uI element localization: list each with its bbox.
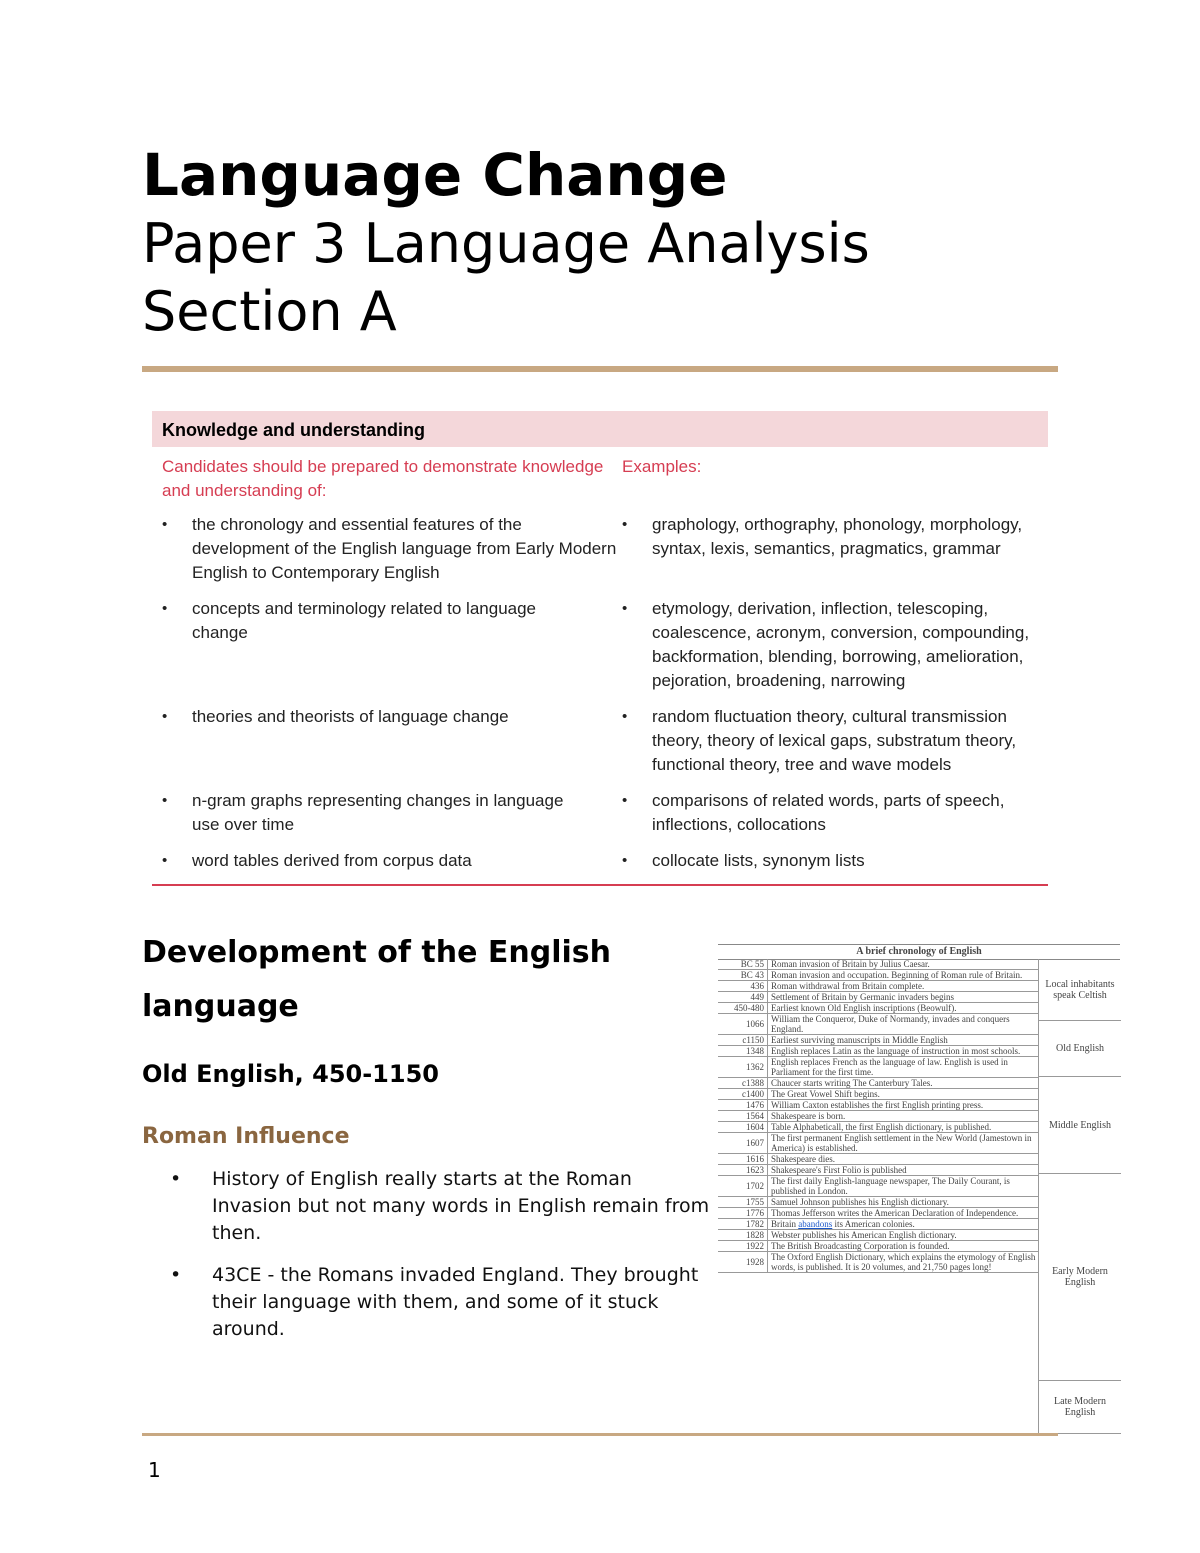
spec-item: n-gram graphs representing changes in language use over time [192,791,564,834]
chronology-date: 1616 [718,1154,768,1164]
chronology-rows [718,959,1038,1273]
chronology-date: 1623 [718,1165,768,1175]
chronology-row [718,1078,1038,1089]
spec-bottom-rule [152,884,1048,886]
chronology-date: 1476 [718,1100,768,1110]
chronology-event: Thomas Jefferson writes the American Declaration of Independence. [771,1208,1019,1218]
section-heading-roman-influence: Roman Influence [142,1124,350,1149]
chronology-date: 449 [718,992,768,1002]
list-item [170,1166,710,1247]
chronology-event: Britain abandons its American colonies. [771,1219,915,1229]
footer-divider [142,1433,1058,1436]
chronology-row [718,1035,1038,1046]
chronology-event: William the Conqueror, Duke of Normandy, invades and conquers England. [771,1014,1010,1034]
bullet-icon: • [162,708,168,725]
chronology-title: A brief chronology of English [718,944,1120,960]
page-subtitle-line2: Section A [142,280,397,343]
chronology-event: Roman invasion and occupation. Beginning of Roman rule of Britain. [771,970,1023,980]
bullet-icon: • [622,516,628,533]
chronology-row [718,1100,1038,1111]
chronology-date: 450-480 [718,1003,768,1013]
chronology-row [718,1003,1038,1014]
chronology-date: 1782 [718,1219,768,1229]
chronology-row [718,1219,1038,1230]
page-number: 1 [148,1458,161,1482]
list-item [170,1262,710,1343]
chronology-date: c1150 [718,1035,768,1045]
chronology-row [718,1241,1038,1252]
chronology-row [718,959,1038,970]
chronology-link[interactable]: abandons [798,1219,833,1229]
chronology-row [718,1046,1038,1057]
chronology-event: Shakespeare is born. [771,1111,846,1121]
bullet-icon: • [162,516,168,533]
chronology-date: 1922 [718,1241,768,1251]
spec-row [152,705,1048,777]
spec-row [152,597,1048,693]
chronology-event: English replaces Latin as the language of instruction in most schools. [771,1046,1021,1056]
spec-example: etymology, derivation, inflection, telescoping, coalescence, acronym, conversion, compounding, backformation, blending, borrowing, amelioration, pejoration, broadening, narrowing [652,599,1030,690]
bullet-icon: • [622,792,628,809]
chronology-event: Earliest surviving manuscripts in Middle English [771,1035,948,1045]
bullet-icon: • [162,792,168,809]
bullet-icon: • [622,852,628,869]
chronology-row [718,992,1038,1003]
chronology-event: William Caxton establishes the first English printing press. [771,1100,984,1110]
chronology-row [718,1057,1038,1078]
spec-row [152,789,1048,837]
list-item-text: History of English really starts at the Roman Invasion but not many words in English remain from then. [212,1168,710,1244]
specification-table [152,411,1048,873]
bullet-icon: • [622,600,628,617]
chronology-event: Roman withdrawal from Britain complete. [771,981,925,991]
chronology-date: BC 55 [718,959,768,969]
era-label: Local inhabitants speak Celtish [1038,959,1121,1021]
spec-example: comparisons of related words, parts of speech, inflections, collocations [652,791,1005,834]
chronology-table [718,944,1120,1434]
date-highlight: 43CE [212,1264,262,1286]
chronology-row [718,1197,1038,1208]
chronology-date: 1066 [718,1014,768,1034]
chronology-row [718,1230,1038,1241]
chronology-row [718,970,1038,981]
bullet-icon: • [170,1168,182,1190]
chronology-event: The Great Vowel Shift begins. [771,1089,880,1099]
chronology-row [718,1208,1038,1219]
chronology-row [718,1252,1038,1273]
chronology-date: 1702 [718,1176,768,1196]
chronology-date: 436 [718,981,768,991]
chronology-date: 1928 [718,1252,768,1272]
bullet-icon: • [162,600,168,617]
chronology-date: c1388 [718,1078,768,1088]
spec-example: collocate lists, synonym lists [652,851,865,870]
chronology-date: 1607 [718,1133,768,1153]
chronology-date: 1564 [718,1111,768,1121]
chronology-event: Chaucer starts writing The Canterbury Tales. [771,1078,933,1088]
chronology-row [718,1176,1038,1197]
bullet-icon: • [162,852,168,869]
roman-influence-list [170,1166,710,1358]
spec-left-heading: Candidates should be prepared to demonstrate knowledge and understanding of: [162,457,604,500]
spec-heading: Knowledge and understanding [152,411,1048,447]
spec-row [152,849,1048,873]
chronology-row [718,1133,1038,1154]
title-divider [142,366,1058,372]
spec-example: graphology, orthography, phonology, morphology, syntax, lexis, semantics, pragmatics, grammar [652,515,1023,558]
chronology-date: 1755 [718,1197,768,1207]
chronology-event: Settlement of Britain by Germanic invaders begins [771,992,954,1002]
chronology-event: Shakespeare dies. [771,1154,835,1164]
chronology-event: English replaces French as the language of law. English is used in Parliament for the first time. [771,1057,1008,1077]
chronology-event: The Oxford English Dictionary, which explains the etymology of English words, is published. It is 20 volumes, and 21,750 pages long! [771,1252,1036,1272]
chronology-date: 1348 [718,1046,768,1056]
chronology-row [718,1154,1038,1165]
era-label: Old English [1038,1021,1121,1077]
chronology-event: Table Alphabeticall, the first English dictionary, is published. [771,1122,992,1132]
spec-row [152,513,1048,585]
bullet-icon: • [170,1264,182,1286]
chronology-date: 1604 [718,1122,768,1132]
chronology-event: Earliest known Old English inscriptions (Beowulf). [771,1003,957,1013]
chronology-date: BC 43 [718,970,768,980]
chronology-event: Samuel Johnson publishes his English dictionary. [771,1197,949,1207]
chronology-row [718,981,1038,992]
chronology-event: Shakespeare's First Folio is published [771,1165,907,1175]
chronology-event: The first permanent English settlement in the New World (Jamestown in America) is established. [771,1133,1032,1153]
spec-item: the chronology and essential features of the development of the English language from Early Modern English to Contemporary English [192,515,617,582]
section-heading-development: Development of the English language [142,935,611,1024]
title-block [142,140,1042,346]
era-label: Late Modern English [1038,1381,1121,1434]
chronology-row [718,1089,1038,1100]
era-label: Early Modern English [1038,1174,1121,1381]
bullet-icon: • [622,708,628,725]
spec-item: word tables derived from corpus data [192,851,472,870]
section-heading-old-english: Old English, 450-1150 [142,1060,439,1088]
chronology-date: 1776 [718,1208,768,1218]
page-subtitle-line1: Paper 3 Language Analysis [142,212,870,275]
chronology-event: Webster publishes his American English dictionary. [771,1230,957,1240]
chronology-event: The British Broadcasting Corporation is founded. [771,1241,950,1251]
spec-right-heading: Examples: [622,457,702,476]
spec-item: theories and theorists of language change [192,707,509,726]
spec-column-headings [152,455,1048,503]
chronology-date: c1400 [718,1089,768,1099]
chronology-date: 1828 [718,1230,768,1240]
chronology-row [718,1014,1038,1035]
spec-example: random fluctuation theory, cultural transmission theory, theory of lexical gaps, substratum theory, functional theory, tree and wave models [652,707,1017,774]
list-item-text: - the Romans invaded England. They brought their language with them, and some of it stuck around. [212,1264,699,1340]
chronology-row [718,1165,1038,1176]
page-title: Language Change [142,141,728,209]
chronology-row [718,1111,1038,1122]
chronology-date: 1362 [718,1057,768,1077]
era-label: Middle English [1038,1077,1121,1174]
chronology-row [718,1122,1038,1133]
chronology-event: Roman invasion of Britain by Julius Caesar. [771,959,930,969]
spec-item: concepts and terminology related to language change [192,599,537,642]
chronology-event: The first daily English-language newspaper, The Daily Courant, is published in London. [771,1176,1010,1196]
